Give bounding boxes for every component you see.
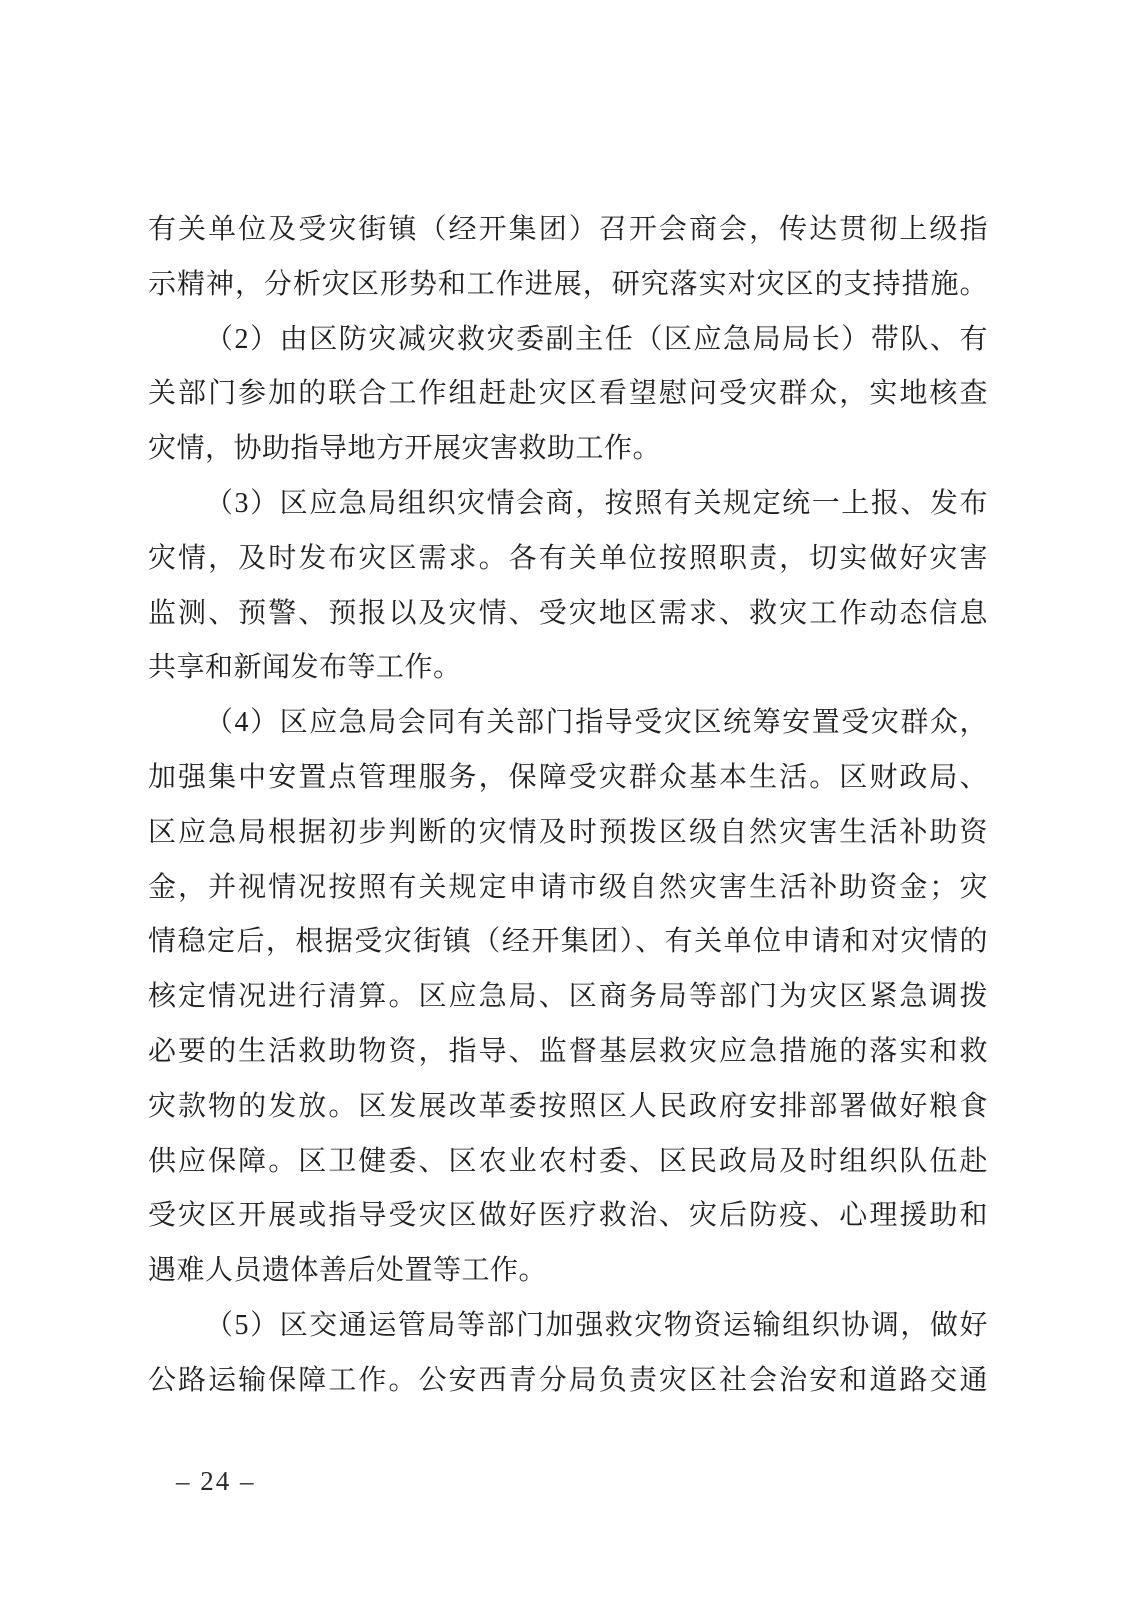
text-line: （2）由区防灾减灾救灾委副主任（区应急局局长）带队、有 — [205, 323, 988, 355]
document-body — [148, 203, 988, 1409]
text-line: 灾款物的发放。区发展改革委按照区人民政府安排部署做好粮食 — [148, 1090, 988, 1122]
text-line: 灾情，及时发布灾区需求。各有关单位按照职责，切实做好灾害 — [148, 542, 988, 574]
page-number: – 24 – — [176, 1466, 256, 1496]
text-line: 监测、预警、预报以及灾情、受灾地区需求、救灾工作动态信息 — [148, 597, 988, 629]
text-line: （4）区应急局会同有关部门指导受灾区统筹安置受灾群众， — [205, 707, 988, 739]
text-line: 区应急局根据初步判断的灾情及时预拨区级自然灾害生活补助资 — [148, 816, 988, 848]
text-line: 金，并视情况按照有关规定申请市级自然灾害生活补助资金；灾 — [148, 871, 988, 903]
text-line: 加强集中安置点管理服务，保障受灾群众基本生活。区财政局、 — [148, 761, 988, 793]
text-line: 必要的生活救助物资，指导、监督基层救灾应急措施的落实和救 — [148, 1035, 988, 1067]
text-line: 核定情况进行清算。区应急局、区商务局等部门为灾区紧急调拨 — [148, 981, 988, 1013]
text-line: 受灾区开展或指导受灾区做好医疗救治、灾后防疫、心理援助和 — [148, 1200, 988, 1232]
text-line: 关部门参加的联合工作组赶赴灾区看望慰问受灾群众，实地核查 — [148, 378, 988, 410]
text-line: 示精神，分析灾区形势和工作进展，研究落实对灾区的支持措施。 — [148, 268, 988, 300]
text-line: 公路运输保障工作。公安西青分局负责灾区社会治安和道路交通 — [148, 1364, 988, 1396]
text-line: （5）区交通运管局等部门加强救灾物资运输组织协调，做好 — [205, 1309, 988, 1341]
text-line: 有关单位及受灾街镇（经开集团）召开会商会，传达贯彻上级指 — [148, 214, 988, 245]
text-line: 共享和新闻发布等工作。 — [148, 652, 462, 684]
text-line: 遇难人员遗体善后处置等工作。 — [148, 1255, 548, 1287]
text-line: 供应保障。区卫健委、区农业农村委、区民政局及时组织队伍赴 — [148, 1145, 988, 1177]
text-line: 灾情，协助指导地方开展灾害救助工作。 — [148, 433, 662, 465]
text-line: （3）区应急局组织灾情会商，按照有关规定统一上报、发布 — [205, 487, 988, 519]
text-line: 情稳定后，根据受灾街镇（经开集团）、有关单位申请和对灾情的 — [148, 926, 988, 958]
